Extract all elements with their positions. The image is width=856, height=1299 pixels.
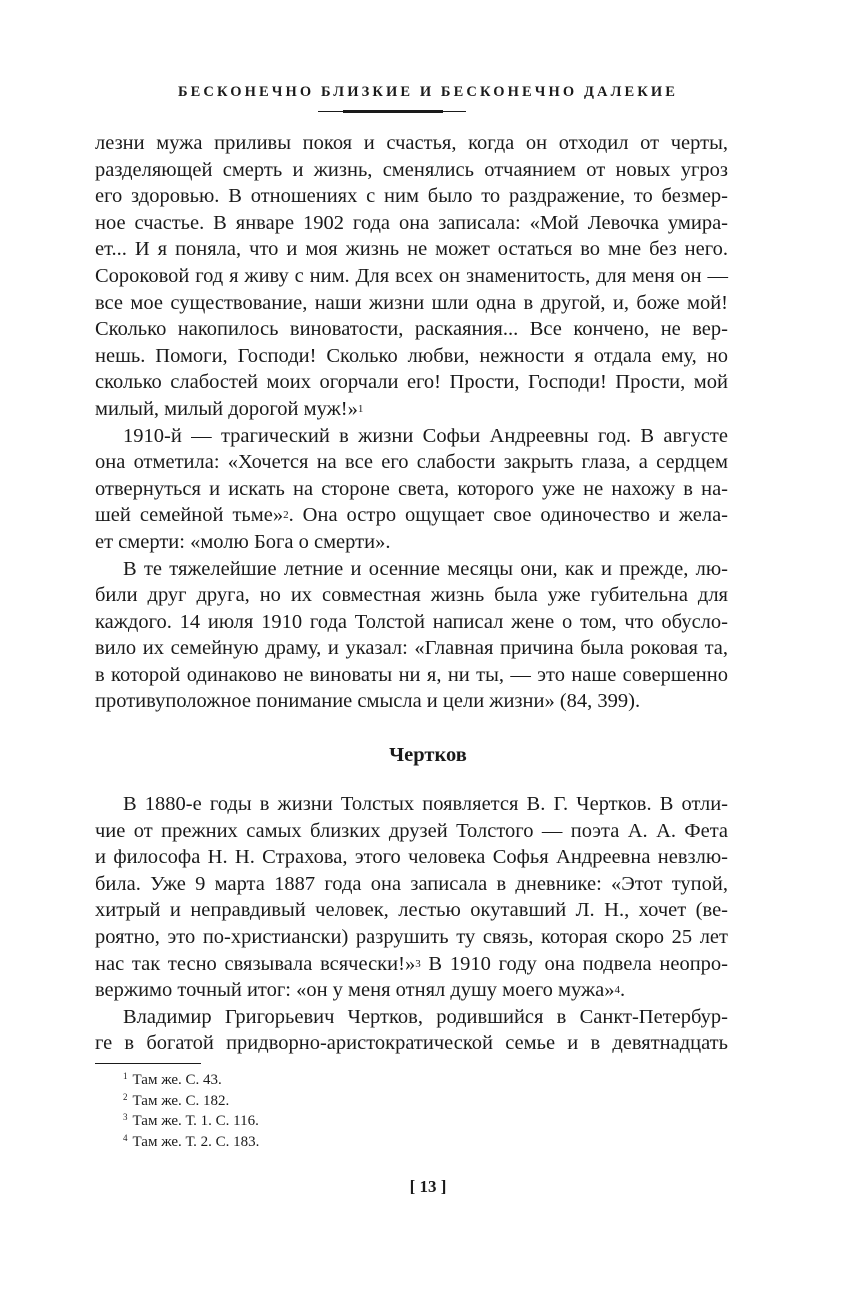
text-line [95, 236, 728, 263]
text-line [95, 130, 728, 157]
text-line-content: роятно, это по-христиански) разрушить ту связь, которая скоро 25 лет [95, 925, 728, 948]
text-line [95, 343, 728, 370]
footnote-ref[interactable]: 4 [614, 984, 620, 997]
text-line [95, 662, 728, 689]
text-line [95, 951, 728, 978]
text-line [95, 396, 728, 423]
text-line [95, 635, 728, 662]
footnote [123, 1133, 259, 1154]
text-line-content: все мое существование, наши жизни шли одна в другой, и, боже мой! [95, 291, 728, 314]
footnotes [123, 1071, 259, 1153]
text-line-content: милый, милый дорогой муж!» [95, 397, 358, 420]
text-line-content: сколько слабостей моих огорчали его! Прости, Господи! Прости, мой [95, 371, 728, 394]
page-number: [ 13 ] [409, 1177, 447, 1196]
text-line-content: ге в богатой придворно-аристократической семье и в девятнадцать [95, 1032, 728, 1055]
footnote [123, 1112, 259, 1133]
text-line-content: противуположное понимание смысла и цели жизни» (84, 399). [95, 690, 641, 713]
footnote-number: 1 [123, 1071, 128, 1081]
text-line-content: била. Уже 9 марта 1887 года она записала в дневнике: «Этот тупой, [95, 872, 728, 895]
footnote-text: Там же. С. 182. [132, 1092, 230, 1109]
text-line [95, 556, 728, 583]
text-line [95, 529, 728, 556]
footnote-rule [95, 1063, 201, 1064]
text-line-content: чие от прежних самых близких друзей Толстого — поэта А. А. Фета [95, 819, 728, 842]
text-line [95, 897, 728, 924]
text-line [95, 369, 728, 396]
text-line [95, 924, 728, 951]
text-line-content: она отметила: «Хочется на все его слабости закрыть глаза, а сердцем [95, 451, 728, 474]
text-line-content: В те тяжелейшие летние и осенние месяцы они, как и прежде, лю- [123, 557, 728, 580]
text-line [95, 1004, 728, 1031]
text-line-content: В 1880-е годы в жизни Толстых появляется В. Г. Чертков. В отли- [123, 793, 728, 815]
text-line-content: ет... И я поняла, что и моя жизнь не может остаться во мне без него. [95, 238, 728, 261]
text-line-content: шей семейной тьме» [95, 504, 284, 527]
text-line [95, 844, 728, 871]
text-line-content: ное счастье. В январе 1902 года она записала: «Мой Левочка умира- [95, 211, 728, 234]
text-line [95, 423, 728, 450]
text-line-content: нас так тесно связывала всячески!» [95, 952, 416, 975]
footnote-number: 3 [123, 1112, 128, 1122]
text-line-content: вержимо точный итог: «он у меня отнял душу моего мужа» [95, 979, 615, 1002]
text-line-content: и философа Н. Н. Страхова, этого человека Софья Андреевна невзлю- [95, 846, 728, 869]
section-title: Чертков [389, 744, 467, 766]
text-line-content: каждого. 14 июля 1910 года Толстой написал жене о том, что обусло- [95, 610, 728, 633]
text-line-content: в которой одинаково не виноваты ни я, ни ты, — это наше совершенно [95, 663, 728, 686]
footnote-number: 4 [123, 1132, 128, 1143]
text-line-content: Владимир Григорьевич Чертков, родившийся в Санкт-Петербур- [123, 1005, 728, 1028]
text-line [95, 818, 728, 845]
footnote-number: 2 [123, 1091, 128, 1102]
body-text-block-1 [95, 130, 728, 715]
footnote-text: Там же. С. 43. [132, 1072, 222, 1088]
text-line-content: его здоровью. В отношениях с ним было то раздражение, то безмер- [95, 185, 728, 208]
text-line-continuation: В 1910 году она подвела неопро- [420, 952, 728, 975]
text-line-content: лезни мужа приливы покоя и счастья, когда он отходил от черты, [95, 132, 728, 154]
text-line-content: Сороковой год я живу с ним. Для всех он знаменитость, для меня он — [95, 264, 728, 287]
text-line-content: били друг друга, но их совместная жизнь была уже губительна для [95, 584, 728, 607]
text-line [95, 290, 728, 317]
text-line [95, 1030, 728, 1057]
footnote-ref[interactable]: 3 [415, 957, 421, 970]
text-line-continuation: . [620, 979, 626, 1002]
text-line-content: ет смерти: «молю Бога о смерти». [95, 530, 391, 553]
footnote-ref[interactable]: 1 [357, 402, 364, 415]
text-line-content: вило их семейную драму, и указал: «Главная причина была роковая та, [95, 637, 728, 660]
text-line [95, 502, 728, 529]
text-line [95, 183, 728, 210]
footnote-text: Там же. Т. 2. С. 183. [132, 1133, 260, 1150]
text-line [95, 210, 728, 237]
text-line [95, 791, 728, 818]
text-line [95, 316, 728, 343]
running-head: БЕСКОНЕЧНО БЛИЗКИЕ И БЕСКОНЕЧНО ДАЛЕКИЕ [177, 84, 679, 100]
text-line [95, 871, 728, 898]
footnote-text: Там же. Т. 1. С. 116. [132, 1113, 259, 1129]
text-line [95, 476, 728, 503]
text-line-content: хитрый и неправдивый человек, лестью окутавший Л. Н., хочет (ве- [95, 899, 728, 922]
footnote [123, 1092, 259, 1113]
text-line [95, 263, 728, 290]
text-line-content: разделяющей смерть и жизнь, сменялись отчаянием от новых угроз [95, 158, 728, 181]
text-line-content: нешь. Помоги, Господи! Сколько любви, нежности я отдала ему, но [95, 344, 728, 367]
footnote-ref[interactable]: 2 [283, 509, 289, 522]
text-line [95, 157, 728, 184]
text-line-content: отвернуться и искать на стороне света, которого уже не нахожу в на- [95, 477, 728, 500]
text-line [95, 688, 728, 715]
text-line [95, 582, 728, 609]
text-line-content: 1910-й — трагический в жизни Софьи Андреевны год. В августе [123, 424, 728, 447]
text-line-content: Сколько накопилось виноватости, раскаяния... Все кончено, не вер- [95, 318, 728, 341]
text-line [95, 449, 728, 476]
text-line-continuation: . Она остро ощущает свое одиночество и жела- [288, 504, 728, 527]
running-head-rule-accent [343, 110, 443, 113]
text-line [95, 977, 728, 1004]
footnote [123, 1071, 259, 1092]
text-line [95, 609, 728, 636]
body-text-block-2 [95, 791, 728, 1057]
